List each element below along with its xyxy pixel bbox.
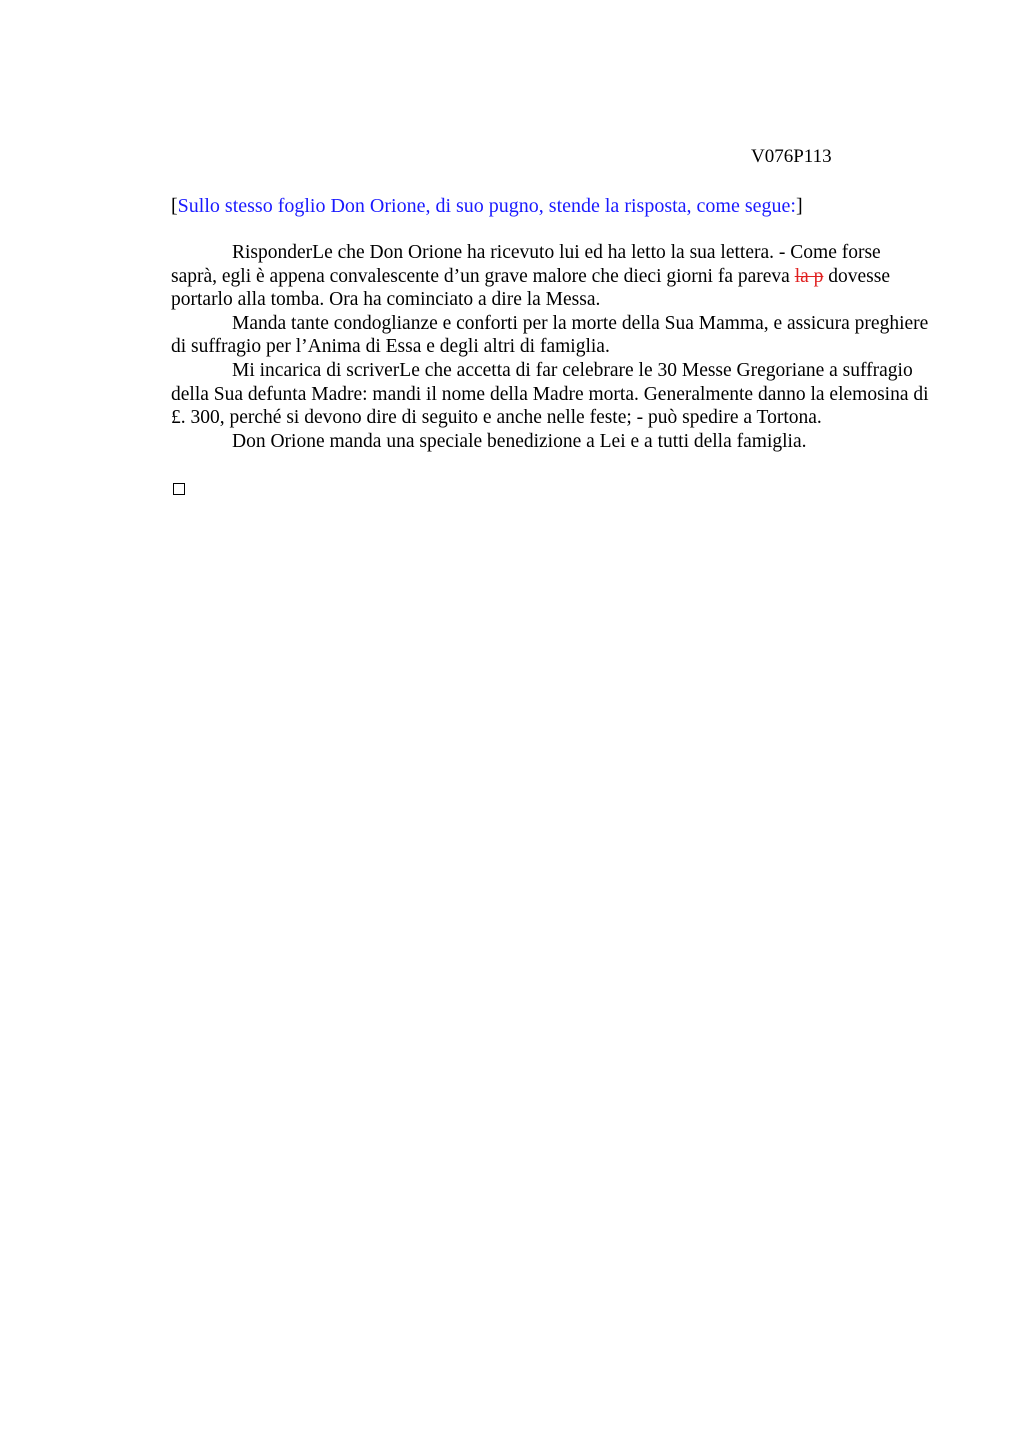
paragraph-1 xyxy=(171,241,931,312)
letter-body xyxy=(171,241,931,453)
deleted-text: la p xyxy=(794,265,824,287)
editor-note-text: Sullo stesso foglio Don Orione, di suo pugno, stende la risposta, come segue: xyxy=(177,195,796,217)
paragraph-1-text-start: RisponderLe che Don Orione ha ricevuto lui ed ha letto la sua lettera. - Come forse saprà, egli è appena convalescente d’un grave malore che dieci giorni fa pareva xyxy=(171,242,881,287)
editor-note-close-bracket: ] xyxy=(795,195,803,217)
paragraph-1-text-end: dovesse portarlo alla tomba. Ora ha cominciato a dire la Messa. xyxy=(171,265,891,311)
end-of-text-box-icon xyxy=(173,483,185,495)
editor-note-open-bracket: [ xyxy=(171,195,178,217)
page-code: V076P113 xyxy=(751,146,832,167)
paragraph-3: Mi incarica di scriverLe che accetta di far celebrare le 30 Messe Gregoriane a suffragio della Sua defunta Madre: mandi il nome della Madre morta. Generalmente danno la elemosina di £. 300, perché si devono dire di seguito e anche nelle feste; - può spedire a Tortona. xyxy=(171,359,929,429)
editor-note xyxy=(171,194,803,219)
paragraph-2: Manda tante condoglianze e conforti per la morte della Sua Mamma, e assicura preghiere di suffragio per l’Anima di Essa e degli altri di famiglia. xyxy=(171,312,929,358)
paragraph-4: Don Orione manda una speciale benedizione a Lei e a tutti della famiglia. xyxy=(232,430,807,452)
